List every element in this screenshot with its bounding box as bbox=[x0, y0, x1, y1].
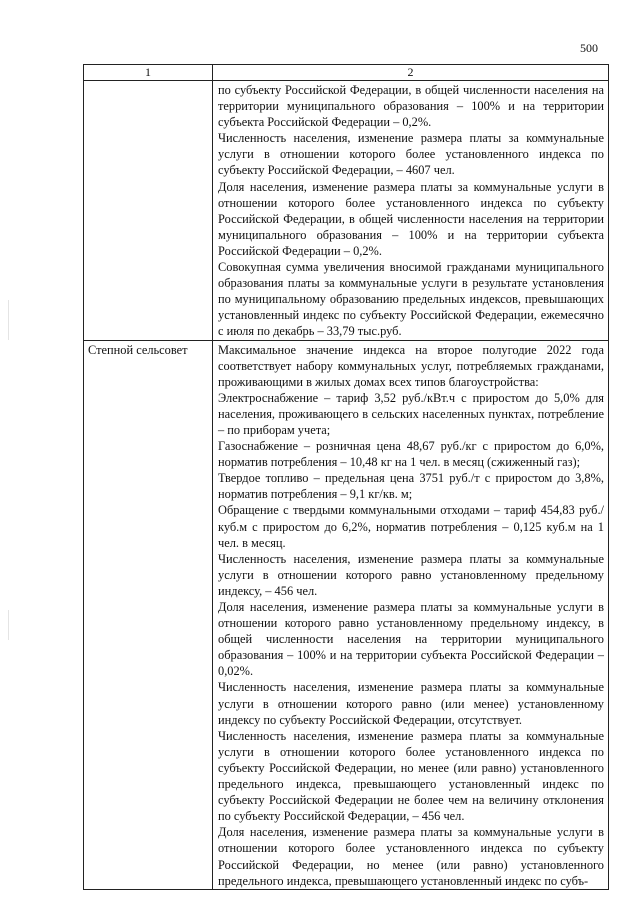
paragraph: Максимальное значение индекса на второе полугодие 2022 года соответствует набору коммунальных услуг, потребляемых гражданами, проживающими в жилых домах всех типов благоустройства: bbox=[218, 342, 604, 389]
scan-edge-mark bbox=[8, 610, 9, 640]
municipality-name bbox=[84, 81, 212, 82]
paragraph: по субъекту Российской Федерации, в общей численности населения на территории муниципального образования – 100% и на территории субъекта Российской Федерации – 0,2%. bbox=[218, 83, 604, 130]
header-col-2: 2 bbox=[213, 65, 609, 81]
paragraph: Совокупная сумма увеличения вносимой гражданами муниципального образования платы за коммунальные услуги в результате установления по муниципальному образованию предельных индексов, превышающих установленный индекс по субъекту Российской Федерации, ежемесячно с июля по декабрь – 33,79 тыс.руб. bbox=[218, 260, 604, 339]
description-cell bbox=[213, 81, 609, 341]
description-cell bbox=[213, 340, 609, 889]
paragraph: Доля населения, изменение размера платы за коммунальные услуги в отношении которого равно установленному предельному индексу, в общей численности населения на территории муниципального образования – 100% и на территории субъекта Российской Федерации – 0,02%. bbox=[218, 600, 604, 679]
municipality-cell bbox=[84, 81, 213, 341]
paragraph: Обращение с твердыми коммунальными отходами – тариф 454,83 руб./куб.м с приростом до 6,2%, норматив потребления – 0,125 куб.м на 1 чел. в месяц. bbox=[218, 503, 604, 550]
paragraph: Электроснабжение – тариф 3,52 руб./кВт.ч с приростом до 5,0% для населения, проживающего в сельских населенных пунктах, потребление – по приборам учета; bbox=[218, 390, 604, 437]
paragraph: Доля населения, изменение размера платы за коммунальные услуги в отношении которого более установленного индекса по субъекту Российской Федерации, в общей численности населения на территории муниципального образования – 100% и на территории субъекта Российской Федерации – 0,2%. bbox=[218, 179, 604, 258]
document-table bbox=[83, 64, 609, 890]
scan-edge-mark bbox=[8, 300, 9, 340]
header-col-1: 1 bbox=[84, 65, 213, 81]
table-row bbox=[84, 81, 609, 341]
paragraph: Численность населения, изменение размера платы за коммунальные услуги в отношении которого более установленного индекса по субъекту Российской Федерации, но менее (или равно) установленного предельного индекса, превышающего установленный индекс по субъекту Российской Федерации не более чем на величину отклонения по субъекту Российской Федерации, – 456 чел. bbox=[218, 728, 604, 824]
table-header-row bbox=[84, 65, 609, 81]
municipality-name: Степной сельсовет bbox=[88, 342, 188, 357]
page-number: 500 bbox=[580, 41, 598, 55]
paragraph: Численность населения, изменение размера платы за коммунальные услуги в отношении которого равно установленному предельному индексу, – 456 чел. bbox=[218, 551, 604, 598]
paragraph: Твердое топливо – предельная цена 3751 руб./т с приростом до 3,8%, норматив потребления – 9,1 кг/кв. м; bbox=[218, 471, 604, 502]
municipality-cell bbox=[84, 340, 213, 889]
paragraph: Доля населения, изменение размера платы за коммунальные услуги в отношении которого более установленного индекса по субъекту Российской Федерации, но менее (или равно) установленного предельного индекса, превышающего установленный индекс по субъ- bbox=[218, 825, 604, 888]
paragraph: Численность населения, изменение размера платы за коммунальные услуги в отношении которого более установленного индекса по субъекту Российской Федерации, – 4607 чел. bbox=[218, 131, 604, 178]
paragraph: Численность населения, изменение размера платы за коммунальные услуги в отношении которого равно (или менее) установленному индексу по субъекту Российской Федерации, отсутствует. bbox=[218, 680, 604, 727]
table-row bbox=[84, 340, 609, 889]
paragraph: Газоснабжение – розничная цена 48,67 руб./кг с приростом до 6,0%, норматив потребления – 10,48 кг на 1 чел. в месяц (сжиженный газ); bbox=[218, 439, 604, 470]
